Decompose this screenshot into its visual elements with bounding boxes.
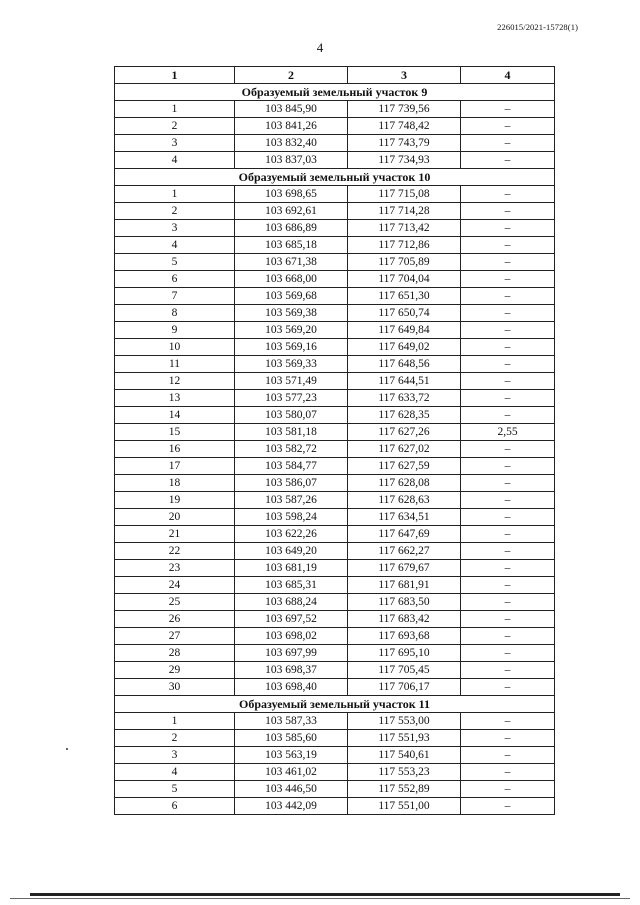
y-coordinate-cell: 117 734,93 bbox=[348, 152, 461, 169]
point-number-cell: 14 bbox=[115, 407, 235, 424]
point-number-cell: 2 bbox=[115, 203, 235, 220]
table-row bbox=[115, 118, 555, 135]
table-row bbox=[115, 135, 555, 152]
table-row bbox=[115, 764, 555, 781]
y-coordinate-cell: 117 743,79 bbox=[348, 135, 461, 152]
value-cell: – bbox=[461, 628, 555, 645]
y-coordinate-cell: 117 627,02 bbox=[348, 441, 461, 458]
scan-speck bbox=[66, 748, 68, 750]
point-number-cell: 12 bbox=[115, 373, 235, 390]
table-row bbox=[115, 475, 555, 492]
x-coordinate-cell: 103 668,00 bbox=[235, 271, 348, 288]
point-number-cell: 2 bbox=[115, 730, 235, 747]
y-coordinate-cell: 117 681,91 bbox=[348, 577, 461, 594]
table-row bbox=[115, 203, 555, 220]
x-coordinate-cell: 103 681,19 bbox=[235, 560, 348, 577]
x-coordinate-cell: 103 569,38 bbox=[235, 305, 348, 322]
point-number-cell: 10 bbox=[115, 339, 235, 356]
y-coordinate-cell: 117 627,26 bbox=[348, 424, 461, 441]
y-coordinate-cell: 117 647,69 bbox=[348, 526, 461, 543]
table-row bbox=[115, 237, 555, 254]
table-row bbox=[115, 543, 555, 560]
point-number-cell: 18 bbox=[115, 475, 235, 492]
section-title: Образуемый земельный участок 9 bbox=[115, 84, 555, 101]
x-coordinate-cell: 103 845,90 bbox=[235, 101, 348, 118]
x-coordinate-cell: 103 569,68 bbox=[235, 288, 348, 305]
value-cell: – bbox=[461, 390, 555, 407]
x-coordinate-cell: 103 692,61 bbox=[235, 203, 348, 220]
point-number-cell: 3 bbox=[115, 747, 235, 764]
section-title-row bbox=[115, 84, 555, 101]
y-coordinate-cell: 117 628,63 bbox=[348, 492, 461, 509]
value-cell: – bbox=[461, 577, 555, 594]
value-cell: – bbox=[461, 458, 555, 475]
value-cell: – bbox=[461, 747, 555, 764]
value-cell: – bbox=[461, 730, 555, 747]
value-cell: – bbox=[461, 135, 555, 152]
x-coordinate-cell: 103 563,19 bbox=[235, 747, 348, 764]
table-row bbox=[115, 798, 555, 815]
x-coordinate-cell: 103 686,89 bbox=[235, 220, 348, 237]
x-coordinate-cell: 103 461,02 bbox=[235, 764, 348, 781]
table-row bbox=[115, 560, 555, 577]
table-row bbox=[115, 288, 555, 305]
table-row bbox=[115, 407, 555, 424]
point-number-cell: 6 bbox=[115, 798, 235, 815]
table-row bbox=[115, 339, 555, 356]
point-number-cell: 29 bbox=[115, 662, 235, 679]
point-number-cell: 13 bbox=[115, 390, 235, 407]
table-row bbox=[115, 526, 555, 543]
value-cell: – bbox=[461, 305, 555, 322]
table-row bbox=[115, 679, 555, 696]
value-cell: – bbox=[461, 101, 555, 118]
y-coordinate-cell: 117 683,42 bbox=[348, 611, 461, 628]
value-cell: – bbox=[461, 203, 555, 220]
x-coordinate-cell: 103 688,24 bbox=[235, 594, 348, 611]
x-coordinate-cell: 103 685,18 bbox=[235, 237, 348, 254]
table-row bbox=[115, 390, 555, 407]
value-cell: – bbox=[461, 798, 555, 815]
document-id: 226015/2021-15728(1) bbox=[497, 22, 578, 32]
x-coordinate-cell: 103 671,38 bbox=[235, 254, 348, 271]
x-coordinate-cell: 103 697,52 bbox=[235, 611, 348, 628]
y-coordinate-cell: 117 551,00 bbox=[348, 798, 461, 815]
point-number-cell: 25 bbox=[115, 594, 235, 611]
table-row bbox=[115, 441, 555, 458]
x-coordinate-cell: 103 697,99 bbox=[235, 645, 348, 662]
table-row bbox=[115, 730, 555, 747]
column-header-4: 4 bbox=[461, 67, 555, 84]
y-coordinate-cell: 117 540,61 bbox=[348, 747, 461, 764]
point-number-cell: 5 bbox=[115, 254, 235, 271]
x-coordinate-cell: 103 698,02 bbox=[235, 628, 348, 645]
x-coordinate-cell: 103 587,26 bbox=[235, 492, 348, 509]
table-row bbox=[115, 628, 555, 645]
section-title-row bbox=[115, 169, 555, 186]
y-coordinate-cell: 117 705,45 bbox=[348, 662, 461, 679]
x-coordinate-cell: 103 586,07 bbox=[235, 475, 348, 492]
point-number-cell: 21 bbox=[115, 526, 235, 543]
x-coordinate-cell: 103 698,37 bbox=[235, 662, 348, 679]
x-coordinate-cell: 103 442,09 bbox=[235, 798, 348, 815]
y-coordinate-cell: 117 679,67 bbox=[348, 560, 461, 577]
x-coordinate-cell: 103 587,33 bbox=[235, 713, 348, 730]
y-coordinate-cell: 117 552,89 bbox=[348, 781, 461, 798]
x-coordinate-cell: 103 832,40 bbox=[235, 135, 348, 152]
table-row bbox=[115, 271, 555, 288]
x-coordinate-cell: 103 580,07 bbox=[235, 407, 348, 424]
y-coordinate-cell: 117 628,08 bbox=[348, 475, 461, 492]
page-number: 4 bbox=[316, 40, 324, 55]
x-coordinate-cell: 103 569,20 bbox=[235, 322, 348, 339]
value-cell: – bbox=[461, 492, 555, 509]
point-number-cell: 1 bbox=[115, 101, 235, 118]
table-row bbox=[115, 781, 555, 798]
y-coordinate-cell: 117 634,51 bbox=[348, 509, 461, 526]
y-coordinate-cell: 117 551,93 bbox=[348, 730, 461, 747]
value-cell: – bbox=[461, 441, 555, 458]
value-cell: – bbox=[461, 237, 555, 254]
point-number-cell: 4 bbox=[115, 237, 235, 254]
table-row bbox=[115, 254, 555, 271]
y-coordinate-cell: 117 706,17 bbox=[348, 679, 461, 696]
table-row bbox=[115, 424, 555, 441]
x-coordinate-cell: 103 571,49 bbox=[235, 373, 348, 390]
value-cell: – bbox=[461, 356, 555, 373]
y-coordinate-cell: 117 705,89 bbox=[348, 254, 461, 271]
value-cell: – bbox=[461, 339, 555, 356]
x-coordinate-cell: 103 569,33 bbox=[235, 356, 348, 373]
coordinates-table-body bbox=[115, 67, 555, 815]
column-header-2: 2 bbox=[235, 67, 348, 84]
y-coordinate-cell: 117 714,28 bbox=[348, 203, 461, 220]
value-cell: – bbox=[461, 781, 555, 798]
y-coordinate-cell: 117 712,86 bbox=[348, 237, 461, 254]
table-row bbox=[115, 373, 555, 390]
value-cell: – bbox=[461, 611, 555, 628]
y-coordinate-cell: 117 704,04 bbox=[348, 271, 461, 288]
x-coordinate-cell: 103 622,26 bbox=[235, 526, 348, 543]
value-cell: – bbox=[461, 560, 555, 577]
value-cell: – bbox=[461, 271, 555, 288]
point-number-cell: 2 bbox=[115, 118, 235, 135]
value-cell: – bbox=[461, 373, 555, 390]
y-coordinate-cell: 117 627,59 bbox=[348, 458, 461, 475]
table-row bbox=[115, 611, 555, 628]
y-coordinate-cell: 117 715,08 bbox=[348, 186, 461, 203]
section-title-row bbox=[115, 696, 555, 713]
x-coordinate-cell: 103 577,23 bbox=[235, 390, 348, 407]
point-number-cell: 24 bbox=[115, 577, 235, 594]
value-cell: – bbox=[461, 662, 555, 679]
value-cell: – bbox=[461, 594, 555, 611]
value-cell: – bbox=[461, 118, 555, 135]
y-coordinate-cell: 117 644,51 bbox=[348, 373, 461, 390]
point-number-cell: 3 bbox=[115, 220, 235, 237]
point-number-cell: 1 bbox=[115, 186, 235, 203]
value-cell: – bbox=[461, 407, 555, 424]
footer-rule-thin bbox=[10, 898, 630, 899]
table-row bbox=[115, 509, 555, 526]
y-coordinate-cell: 117 713,42 bbox=[348, 220, 461, 237]
point-number-cell: 23 bbox=[115, 560, 235, 577]
point-number-cell: 11 bbox=[115, 356, 235, 373]
value-cell: – bbox=[461, 322, 555, 339]
table-row bbox=[115, 186, 555, 203]
table-row bbox=[115, 322, 555, 339]
y-coordinate-cell: 117 553,23 bbox=[348, 764, 461, 781]
table-row bbox=[115, 152, 555, 169]
section-title: Образуемый земельный участок 11 bbox=[115, 696, 555, 713]
y-coordinate-cell: 117 553,00 bbox=[348, 713, 461, 730]
table-row bbox=[115, 713, 555, 730]
footer-rule bbox=[30, 893, 620, 896]
table-row bbox=[115, 305, 555, 322]
table-row bbox=[115, 662, 555, 679]
table-row bbox=[115, 458, 555, 475]
x-coordinate-cell: 103 582,72 bbox=[235, 441, 348, 458]
table-row bbox=[115, 101, 555, 118]
coordinates-table bbox=[114, 66, 555, 815]
y-coordinate-cell: 117 662,27 bbox=[348, 543, 461, 560]
value-cell: – bbox=[461, 254, 555, 271]
value-cell: – bbox=[461, 220, 555, 237]
value-cell: – bbox=[461, 645, 555, 662]
table-row bbox=[115, 220, 555, 237]
x-coordinate-cell: 103 581,18 bbox=[235, 424, 348, 441]
point-number-cell: 15 bbox=[115, 424, 235, 441]
table-header-row bbox=[115, 67, 555, 84]
y-coordinate-cell: 117 650,74 bbox=[348, 305, 461, 322]
column-header-1: 1 bbox=[115, 67, 235, 84]
table-row bbox=[115, 747, 555, 764]
table-row bbox=[115, 356, 555, 373]
y-coordinate-cell: 117 633,72 bbox=[348, 390, 461, 407]
value-cell: – bbox=[461, 152, 555, 169]
point-number-cell: 19 bbox=[115, 492, 235, 509]
point-number-cell: 8 bbox=[115, 305, 235, 322]
y-coordinate-cell: 117 683,50 bbox=[348, 594, 461, 611]
column-header-3: 3 bbox=[348, 67, 461, 84]
y-coordinate-cell: 117 649,02 bbox=[348, 339, 461, 356]
y-coordinate-cell: 117 693,68 bbox=[348, 628, 461, 645]
point-number-cell: 4 bbox=[115, 764, 235, 781]
point-number-cell: 4 bbox=[115, 152, 235, 169]
x-coordinate-cell: 103 446,50 bbox=[235, 781, 348, 798]
point-number-cell: 1 bbox=[115, 713, 235, 730]
x-coordinate-cell: 103 837,03 bbox=[235, 152, 348, 169]
value-cell: 2,55 bbox=[461, 424, 555, 441]
y-coordinate-cell: 117 695,10 bbox=[348, 645, 461, 662]
point-number-cell: 17 bbox=[115, 458, 235, 475]
x-coordinate-cell: 103 598,24 bbox=[235, 509, 348, 526]
point-number-cell: 3 bbox=[115, 135, 235, 152]
x-coordinate-cell: 103 685,31 bbox=[235, 577, 348, 594]
value-cell: – bbox=[461, 679, 555, 696]
point-number-cell: 30 bbox=[115, 679, 235, 696]
y-coordinate-cell: 117 748,42 bbox=[348, 118, 461, 135]
table-row bbox=[115, 594, 555, 611]
point-number-cell: 7 bbox=[115, 288, 235, 305]
x-coordinate-cell: 103 649,20 bbox=[235, 543, 348, 560]
value-cell: – bbox=[461, 713, 555, 730]
point-number-cell: 26 bbox=[115, 611, 235, 628]
point-number-cell: 27 bbox=[115, 628, 235, 645]
x-coordinate-cell: 103 585,60 bbox=[235, 730, 348, 747]
table-row bbox=[115, 645, 555, 662]
x-coordinate-cell: 103 584,77 bbox=[235, 458, 348, 475]
table-row bbox=[115, 492, 555, 509]
value-cell: – bbox=[461, 475, 555, 492]
value-cell: – bbox=[461, 526, 555, 543]
point-number-cell: 9 bbox=[115, 322, 235, 339]
x-coordinate-cell: 103 841,26 bbox=[235, 118, 348, 135]
y-coordinate-cell: 117 649,84 bbox=[348, 322, 461, 339]
x-coordinate-cell: 103 698,65 bbox=[235, 186, 348, 203]
y-coordinate-cell: 117 648,56 bbox=[348, 356, 461, 373]
table-row bbox=[115, 577, 555, 594]
y-coordinate-cell: 117 651,30 bbox=[348, 288, 461, 305]
value-cell: – bbox=[461, 509, 555, 526]
y-coordinate-cell: 117 739,56 bbox=[348, 101, 461, 118]
x-coordinate-cell: 103 698,40 bbox=[235, 679, 348, 696]
x-coordinate-cell: 103 569,16 bbox=[235, 339, 348, 356]
value-cell: – bbox=[461, 764, 555, 781]
value-cell: – bbox=[461, 186, 555, 203]
y-coordinate-cell: 117 628,35 bbox=[348, 407, 461, 424]
value-cell: – bbox=[461, 288, 555, 305]
point-number-cell: 16 bbox=[115, 441, 235, 458]
value-cell: – bbox=[461, 543, 555, 560]
point-number-cell: 28 bbox=[115, 645, 235, 662]
point-number-cell: 20 bbox=[115, 509, 235, 526]
point-number-cell: 22 bbox=[115, 543, 235, 560]
section-title: Образуемый земельный участок 10 bbox=[115, 169, 555, 186]
point-number-cell: 6 bbox=[115, 271, 235, 288]
point-number-cell: 5 bbox=[115, 781, 235, 798]
